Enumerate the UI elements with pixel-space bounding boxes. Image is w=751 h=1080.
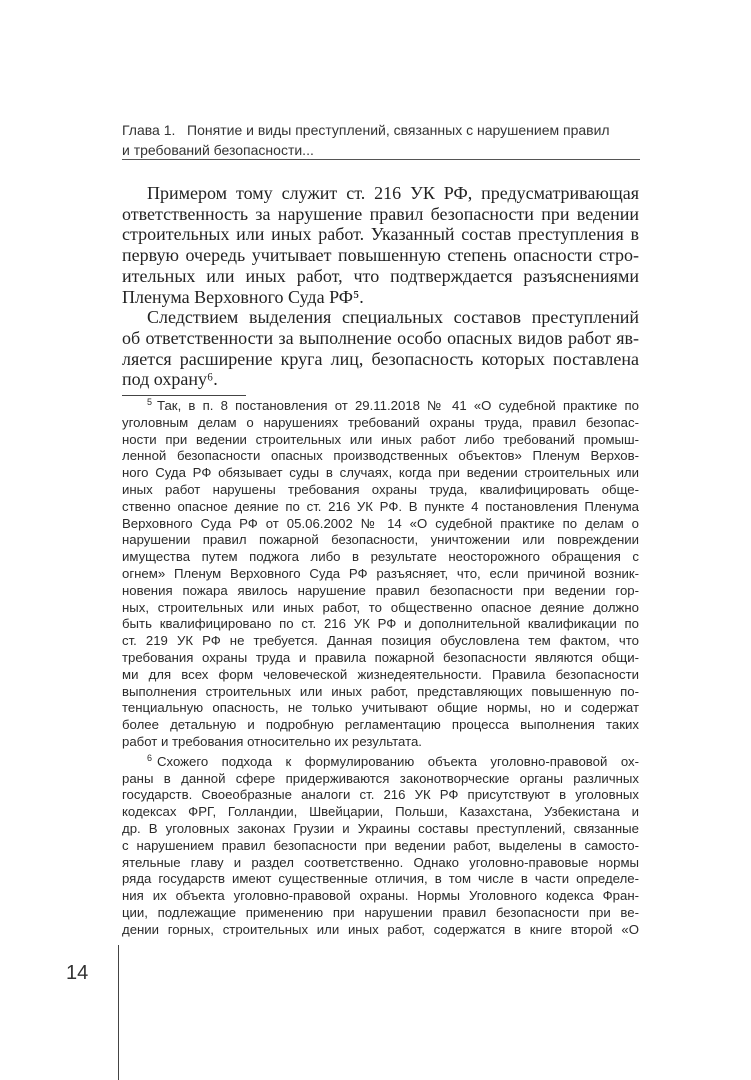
text-line: ительных или иных работ, что подтверждается разъяснениями bbox=[122, 265, 639, 286]
text-line: первую очередь учитывает повышенную степень опасности стро- bbox=[122, 245, 639, 266]
text-line: об ответственности за выполнение особо опасных видов работ яв- bbox=[122, 327, 639, 348]
footnote-line: раны в данной сфере придерживаются законотворческие органы различных bbox=[122, 770, 639, 786]
footnote-line: требования охраны труда и правила пожарной безопасности являются общи- bbox=[122, 649, 639, 665]
footnote-line bbox=[122, 754, 639, 771]
footnote-6 bbox=[122, 754, 639, 939]
footnote-line: кодексах ФРГ, Голландии, Швейцарии, Польши, Казахстана, Узбекистана и bbox=[122, 804, 639, 820]
footnote-line: тенциальную опасность, не только учитывают общие нормы, но и содержат bbox=[122, 700, 639, 716]
page-number-rule bbox=[118, 945, 119, 1080]
running-header-line-2: и требований безопасности... bbox=[122, 142, 314, 158]
header-divider bbox=[122, 159, 640, 160]
footnote-line: с нарушением правил безопасности при ведении работ, выделены в самосто- bbox=[122, 837, 639, 853]
text-line: ответственность за нарушение правил безопасности при ведении bbox=[122, 203, 639, 224]
footnote-line: ленной безопасности опасных производственных объектов» Пленум Верхов- bbox=[122, 448, 639, 464]
footnote-line: ми для всех форм человеческой жизнедеятельности. Правила безопасности bbox=[122, 666, 639, 682]
text-line: Пленума Верховного Суда РФ⁵. bbox=[122, 286, 364, 307]
text-line: строительных или иных работ. Указанный состав преступления в bbox=[122, 224, 639, 245]
footnote-line: иных работ нарушены требования охраны труда, квалифицировать обще- bbox=[122, 481, 639, 497]
footnote-line: более детальную и подробную регламентацию процесса выполнения таких bbox=[122, 717, 639, 733]
footnote-line: работ и требования относительно их результата. bbox=[122, 733, 422, 749]
footnote-line: ятельные главу и раздел соответственно. Однако уголовно-правовые нормы bbox=[122, 854, 639, 870]
footnote-marker: 5 bbox=[147, 397, 153, 407]
footnote-line: ния их объекта уголовно-правовой охраны. Нормы Уголовного кодекса Фран- bbox=[122, 888, 639, 904]
footnote-line: новения пожара явилось нарушение правил безопасности при ведении гор- bbox=[122, 582, 639, 598]
footnotes bbox=[122, 398, 639, 942]
footnote-line: ных, строительных или иных работ, то общественно опасное деяние должно bbox=[122, 599, 639, 615]
footnote-line: быть квалифицировано по ст. 216 УК РФ и дополнительной квалификации по bbox=[122, 616, 639, 632]
footnote-marker: 6 bbox=[147, 752, 153, 763]
running-header bbox=[122, 120, 640, 160]
footnote-line bbox=[122, 398, 639, 415]
paragraph bbox=[122, 307, 639, 390]
page-number: 14 bbox=[66, 962, 89, 984]
footnote-text: Так, в п. 8 постановления от 29.11.2018 № 41 «О судебной практике по bbox=[157, 398, 639, 413]
running-header-line-1: Глава 1. Понятие и виды преступлений, связанных с нарушением правил bbox=[122, 122, 610, 138]
text-line: Следствием выделения специальных составов преступлений bbox=[147, 307, 639, 328]
text-line: ляется расширение круга лиц, безопасность которых поставлена bbox=[122, 348, 639, 369]
footnote-line: имущества путем поджога либо в результате неосторожного обращения с bbox=[122, 549, 639, 565]
footnote-line: уголовным делам о нарушениях требований охраны труда, правил безопас- bbox=[122, 414, 639, 430]
footnote-line: нарушении правил пожарной безопасности, уничтожении или повреждении bbox=[122, 532, 639, 548]
footnote-text: Схожего подхода к формулированию объекта уголовно-правовой ох- bbox=[157, 753, 639, 769]
footnote-line: ственно опасное деяние по ст. 216 УК РФ. В пункте 4 постановления Пленума bbox=[122, 498, 639, 514]
footnote-line: огнем» Пленум Верховного Суда РФ разъясняет, что, если причиной возник- bbox=[122, 565, 639, 581]
footnote-line: выполнения строительных или иных работ, представляющих повышенную по- bbox=[122, 683, 639, 699]
footnote-line: ряда государств имеют существенные отличия, в том числе в части определе- bbox=[122, 871, 639, 887]
footnote-line: дении горных, строительных или иных работ, содержатся в книге второй «О bbox=[122, 921, 639, 937]
footnote-line: ности при ведении строительных или иных работ либо требований промыш- bbox=[122, 431, 639, 447]
text-line: Примером тому служит ст. 216 УК РФ, предусматривающая bbox=[147, 183, 639, 203]
footnote-5 bbox=[122, 398, 639, 751]
footnote-line: государств. Своеобразные аналоги ст. 216 УК РФ присутствуют в уголовных bbox=[122, 787, 639, 803]
footnote-line: ного Суда РФ обязывает суды в случаях, когда при ведении строительных или bbox=[122, 465, 639, 481]
main-text bbox=[122, 183, 639, 390]
footnote-line: ст. 219 УК РФ не требуется. Данная позиция обусловлена тем фактом, что bbox=[122, 633, 639, 649]
footnote-line: Верховного Суда РФ от 05.06.2002 № 14 «О судебной практике по делам о bbox=[122, 515, 639, 531]
text-line: под охрану⁶. bbox=[122, 369, 218, 390]
paragraph bbox=[122, 183, 639, 307]
footnote-line: др. В уголовных законах Грузии и Украины составы преступлений, связанные bbox=[122, 820, 639, 836]
footnote-line: ции, подлежащие применению при нарушении правил безопасности при ве- bbox=[122, 904, 639, 920]
footnote-divider bbox=[122, 395, 246, 396]
